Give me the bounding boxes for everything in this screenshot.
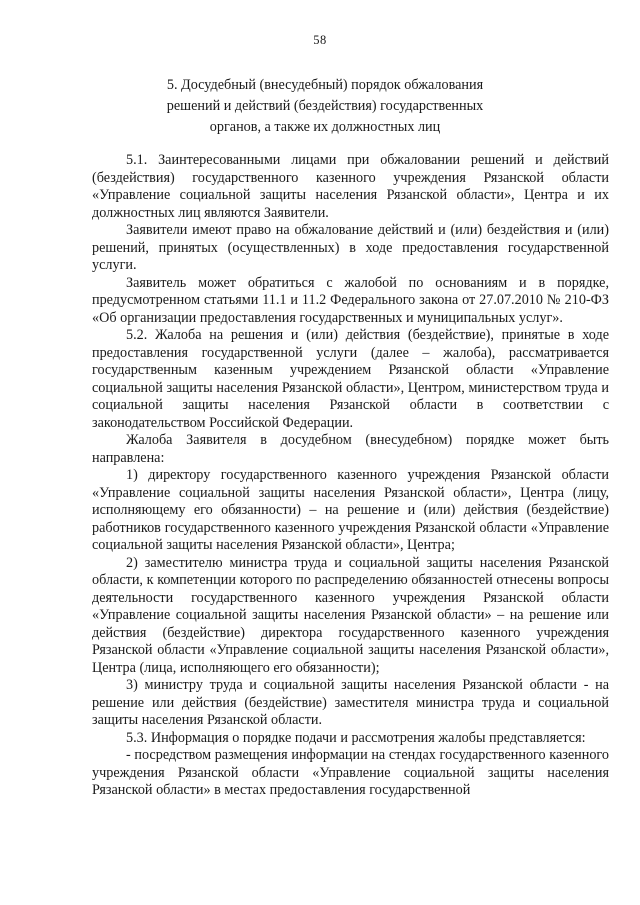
list-item-1: 1) директору государственного казенного учреждения Рязанской области «Управление социальной защиты населения Рязанской области», Центра (лицу, исполняющему его обязанности) – на решение и (или) действия (бездействие) работников государственного казенного учреждения Рязанской области «Управление социальной защиты населения Рязанской области», Центра; (92, 467, 609, 553)
paragraph-5-1: 5.1. Заинтересованными лицами при обжаловании решений и действий (бездействия) государственного казенного учреждения Рязанской области «Управление социальной защиты населения Рязанской области», Центра и их должностных лиц являются Заявители. (92, 152, 609, 221)
paragraph-5-2: 5.2. Жалоба на решения и (или) действия (бездействие), принятые в ходе предоставления государственной услуги (далее – жалоба), рассматривается государственным казенным учреждением Рязанской области «Управление социальной защиты населения Рязанской области», Центром, министерством труда и социальной защиты населения Рязанской области в соответствии с законодательством Российской Федерации. (92, 327, 609, 431)
list-item-3: 3) министру труда и социальной защиты населения Рязанской области - на решение или действия (бездействие) заместителя министра труда и социальной защиты населения Рязанской области. (92, 677, 609, 728)
list-item-2: 2) заместителю министра труда и социальной защиты населения Рязанской области, к компетенции которого по распределению обязанностей отнесены вопросы деятельности государственного казенного учреждения Рязанской области «Управление социальной защиты населения Рязанской области» – на решение или действия (бездействие) директора государственного казенного учреждения Рязанской области «Управление социальной защиты населения Рязанской области», Центра (лица, исполняющего его обязанности); (92, 554, 609, 676)
paragraph-stands-info: - посредством размещения информации на стендах государственного казенного учреждения Рязанской области «Управление социальной защиты населения Рязанской области» в местах предоставления государственной (92, 747, 609, 798)
paragraph-5-3: 5.3. Информация о порядке подачи и рассмотрения жалобы представляется: (126, 729, 586, 746)
paragraph-appeal-rights: Заявители имеют право на обжалование действий и (или) бездействия и (или) решений, принятых (осуществленных) в ходе предоставления государственной услуги. (92, 222, 609, 273)
section-heading: 5. Досудебный (внесудебный) порядок обжалования решений и действий (бездействия) государственных органов, а также их должностных лиц (166, 77, 484, 135)
page-number: 58 (313, 33, 327, 47)
section-body (92, 152, 609, 800)
paragraph-complaint-directed: Жалоба Заявителя в досудебном (внесудебном) порядке может быть направлена: (92, 432, 609, 466)
paragraph-complaint-grounds: Заявитель может обратиться с жалобой по основаниям и в порядке, предусмотренном статьями 11.1 и 11.2 Федерального закона от 27.07.2010 № 210-ФЗ «Об организации предоставления государственных и муниципальных услуг». (92, 274, 609, 326)
